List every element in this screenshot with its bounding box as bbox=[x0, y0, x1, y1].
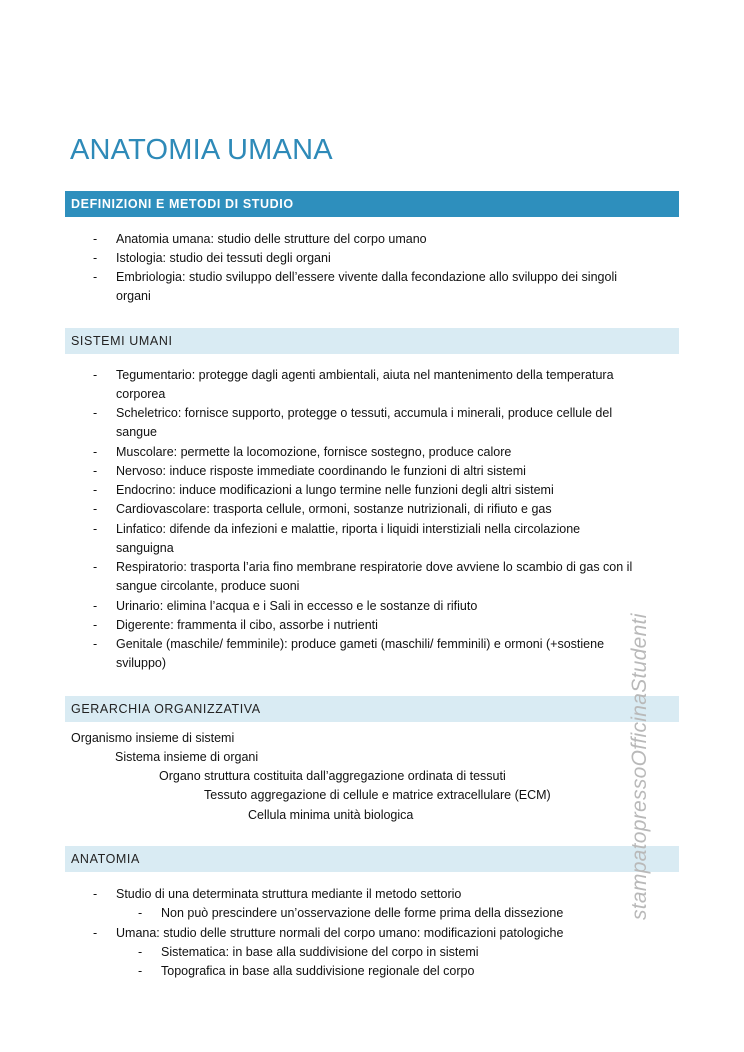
list-item: Scheletrico: fornisce supporto, protegge o tessuti, accumula i minerali, produce cellule del bbox=[116, 406, 613, 420]
list-item: Respiratorio: trasporta l’aria fino membrane respiratorie dove avviene lo scambio di gas con il bbox=[116, 560, 633, 574]
bullet-dash: - bbox=[93, 599, 98, 613]
bullet-dash: - bbox=[93, 926, 98, 940]
list-item-continuation: sangue circolante, produce suoni bbox=[116, 579, 300, 593]
bullet-dash: - bbox=[93, 887, 98, 901]
list-item: Muscolare: permette la locomozione, fornisce sostegno, produce calore bbox=[116, 445, 512, 459]
list-item: Studio di una determinata struttura mediante il metodo settorio bbox=[116, 887, 462, 901]
hierarchy-level-2: Sistema insieme di organi bbox=[115, 750, 259, 764]
bullet-dash: - bbox=[93, 483, 98, 497]
list-item: Istologia: studio dei tessuti degli organi bbox=[116, 251, 331, 265]
hierarchy-level-3: Organo struttura costituita dall’aggregazione ordinata di tessuti bbox=[159, 769, 506, 783]
sub-list-item: Non può prescindere un’osservazione delle forme prima della dissezione bbox=[161, 906, 564, 920]
section-heading-definizioni: DEFINIZIONI E METODI DI STUDIO bbox=[65, 191, 679, 217]
list-item: Embriologia: studio sviluppo dell’essere vivente dalla fecondazione allo sviluppo dei singoli bbox=[116, 270, 617, 284]
bullet-dash: - bbox=[93, 445, 98, 459]
bullet-dash: - bbox=[93, 251, 98, 265]
list-item: Endocrino: induce modificazioni a lungo termine nelle funzioni degli altri sistemi bbox=[116, 483, 554, 497]
list-item: Anatomia umana: studio delle strutture del corpo umano bbox=[116, 232, 427, 246]
bullet-dash: - bbox=[93, 368, 98, 382]
list-item-continuation: sangue bbox=[116, 425, 158, 439]
list-item: Cardiovascolare: trasporta cellule, ormoni, sostanze nutrizionali, di rifiuto e gas bbox=[116, 502, 552, 516]
bullet-dash: - bbox=[93, 560, 98, 574]
list-item: Tegumentario: protegge dagli agenti ambientali, aiuta nel mantenimento della temperatura bbox=[116, 368, 614, 382]
section-heading-sistemi: SISTEMI UMANI bbox=[65, 328, 679, 354]
bullet-dash: - bbox=[93, 637, 98, 651]
list-item: Umana: studio delle strutture normali del corpo umano: modificazioni patologiche bbox=[116, 926, 564, 940]
list-item-continuation: sviluppo) bbox=[116, 656, 167, 670]
list-item: Genitale (maschile/ femminile): produce gameti (maschili/ femminili) e ormoni (+sostiene bbox=[116, 637, 605, 651]
list-item: Urinario: elimina l’acqua e i Sali in eccesso e le sostanze di rifiuto bbox=[116, 599, 478, 613]
bullet-dash: - bbox=[138, 964, 143, 978]
bullet-dash: - bbox=[93, 618, 98, 632]
sub-list-item: Topografica in base alla suddivisione regionale del corpo bbox=[161, 964, 475, 978]
section-heading-gerarchia: GERARCHIA ORGANIZZATIVA bbox=[65, 696, 679, 722]
list-item: Digerente: frammenta il cibo, assorbe i nutrienti bbox=[116, 618, 378, 632]
list-item: Linfatico: difende da infezioni e malattie, riporta i liquidi interstiziali nella circolazione bbox=[116, 522, 581, 536]
bullet-dash: - bbox=[93, 406, 98, 420]
sub-list-item: Sistematica: in base alla suddivisione del corpo in sistemi bbox=[161, 945, 479, 959]
list-item: Nervoso: induce risposte immediate coordinando le funzioni di altri sistemi bbox=[116, 464, 526, 478]
list-item-continuation: corporea bbox=[116, 387, 166, 401]
list-item-continuation: sanguigna bbox=[116, 541, 174, 555]
hierarchy-level-4: Tessuto aggregazione di cellule e matrice extracellulare (ECM) bbox=[204, 788, 551, 802]
bullet-dash: - bbox=[93, 464, 98, 478]
bullet-dash: - bbox=[138, 906, 143, 920]
bullet-dash: - bbox=[93, 502, 98, 516]
list-item-continuation: organi bbox=[116, 289, 151, 303]
bullet-dash: - bbox=[93, 522, 98, 536]
hierarchy-level-1: Organismo insieme di sistemi bbox=[71, 731, 235, 745]
hierarchy-level-5: Cellula minima unità biologica bbox=[248, 808, 414, 822]
bullet-dash: - bbox=[93, 232, 98, 246]
bullet-dash: - bbox=[93, 270, 98, 284]
page-title: ANATOMIA UMANA bbox=[70, 134, 333, 166]
bullet-dash: - bbox=[138, 945, 143, 959]
section-heading-anatomia: ANATOMIA bbox=[65, 846, 679, 872]
watermark-text: stampatopressoOfficinaStudenti bbox=[628, 613, 651, 920]
